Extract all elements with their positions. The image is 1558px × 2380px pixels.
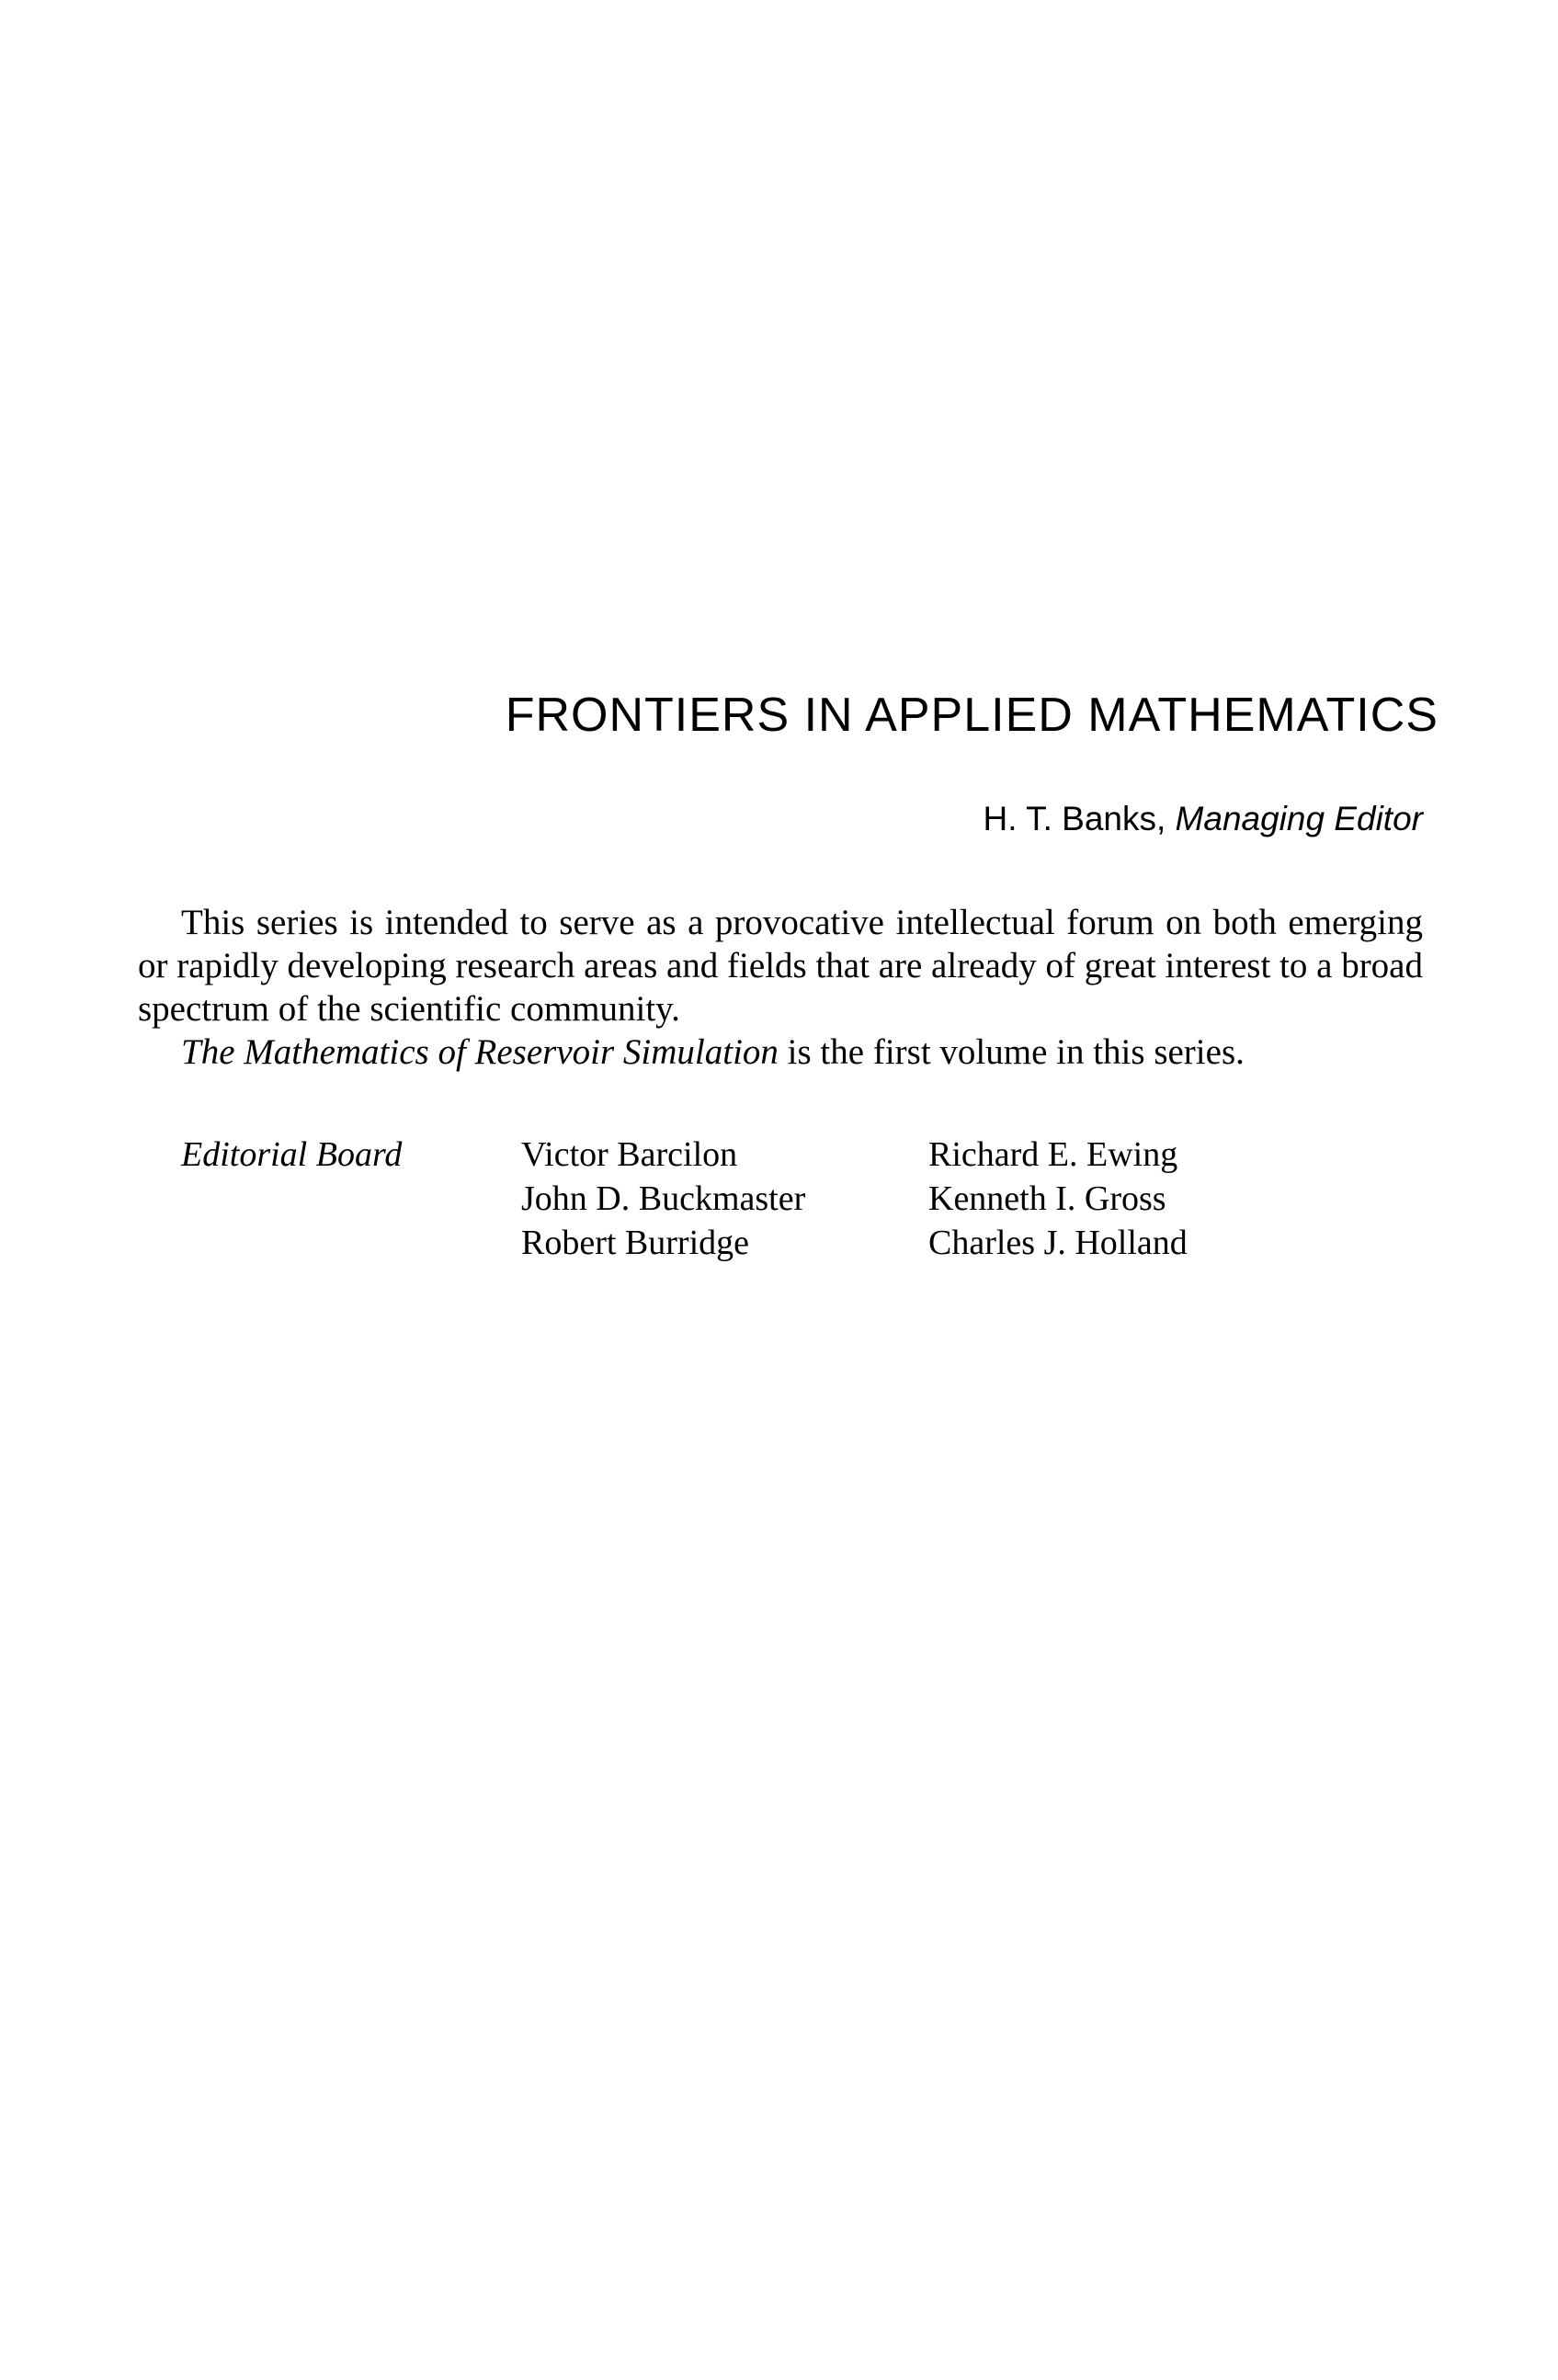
editorial-board-column-2 [928,1133,1188,1265]
series-description: This series is intended to serve as a provocative intellectual forum on both emerging or rapidly developing research areas and fields that are already of great interest to a broad spectrum of the scientific community. [138,903,1423,1029]
board-member: Richard E. Ewing [928,1135,1178,1174]
volume-note-text: is the first volume in this series. [787,1032,1245,1072]
board-member: Victor Barcilon [521,1135,738,1174]
editorial-board-label: Editorial Board [181,1135,403,1174]
book-title: The Mathematics of Reservoir Simulation [181,1032,779,1072]
series-title: FRONTIERS IN APPLIED MATHEMATICS [505,689,1439,742]
editorial-board-column-1 [521,1133,805,1265]
editor-role: Managing Editor [1175,800,1423,837]
board-member: Charles J. Holland [928,1224,1188,1262]
board-member: John D. Buckmaster [521,1179,806,1218]
managing-editor-line [735,798,1423,840]
board-member: Kenneth I. Gross [928,1179,1166,1218]
editor-name: H. T. Banks, [983,800,1166,837]
volume-note [181,1031,1431,1074]
board-member: Robert Burridge [521,1224,750,1262]
